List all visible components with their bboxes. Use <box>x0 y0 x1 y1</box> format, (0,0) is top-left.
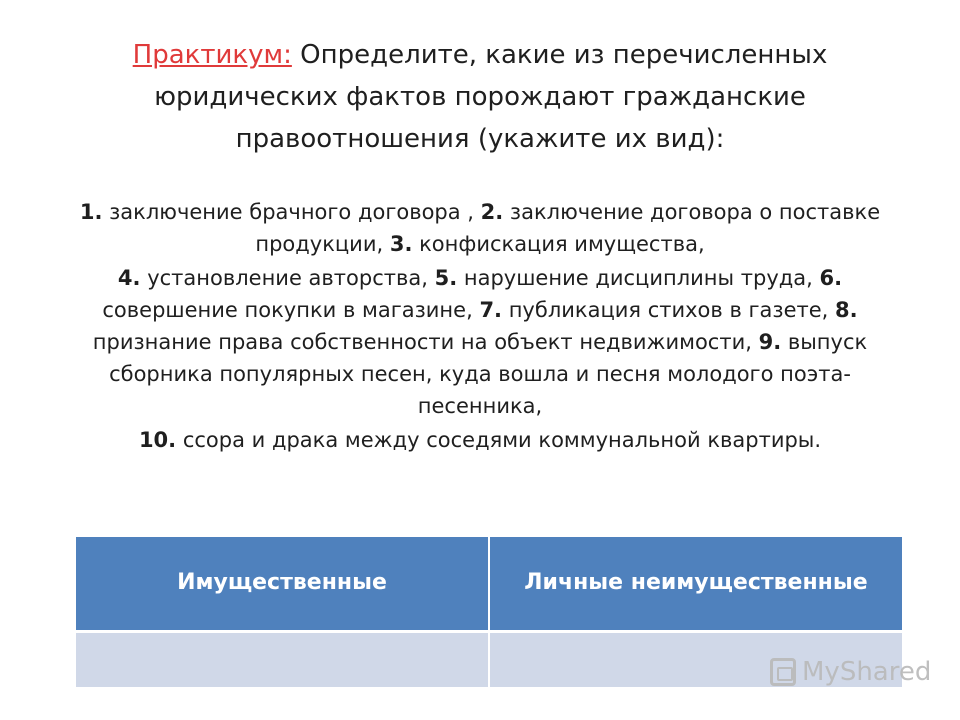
header-personal-nonproperty: Личные неимущественные <box>489 537 902 631</box>
fact-text: нарушение дисциплины труда, <box>457 266 820 290</box>
title-text: Определите, какие из перечисленных юридических фактов порождают гражданские правоотношения (укажите их вид): <box>154 40 828 154</box>
fact-number: 10. <box>138 428 177 452</box>
slide-title <box>60 34 900 160</box>
facts-paragraph-3 <box>60 424 900 456</box>
fact-text: заключение договора о поставке продукции, <box>255 200 881 256</box>
fact-number: 9. <box>758 330 782 354</box>
header-property: Имущественные <box>76 537 489 631</box>
fact-text: конфискация имущества, <box>412 232 705 256</box>
fact-text: выпуск сборника популярных песен, куда вошла и песня молодого поэта-песенника, <box>109 330 868 418</box>
presentation-icon <box>770 658 796 686</box>
table-cell-property[interactable] <box>76 631 489 687</box>
fact-text: ссора и драка между соседями коммунальной квартиры. <box>176 428 822 452</box>
fact-number: 6. <box>819 266 843 290</box>
title-label: Практикум: <box>132 40 292 70</box>
table-header-row <box>76 537 902 631</box>
watermark-logo <box>770 652 931 692</box>
facts-list <box>60 196 900 458</box>
fact-text: заключение брачного договора , <box>102 200 481 224</box>
fact-number: 1. <box>79 200 103 224</box>
fact-text: совершение покупки в магазине, <box>102 298 480 322</box>
facts-paragraph-2 <box>60 262 900 422</box>
fact-text: признание права собственности на объект недвижимости, <box>92 330 759 354</box>
facts-paragraph-1 <box>60 196 900 260</box>
fact-number: 7. <box>479 298 503 322</box>
fact-number: 8. <box>835 298 858 322</box>
fact-number: 4. <box>117 266 141 290</box>
fact-number: 3. <box>389 232 413 256</box>
watermark-text: MyShared <box>802 657 932 687</box>
fact-text: публикация стихов в газете, <box>502 298 835 322</box>
fact-number: 5. <box>434 266 458 290</box>
fact-text: установление авторства, <box>140 266 435 290</box>
fact-number: 2. <box>480 200 504 224</box>
